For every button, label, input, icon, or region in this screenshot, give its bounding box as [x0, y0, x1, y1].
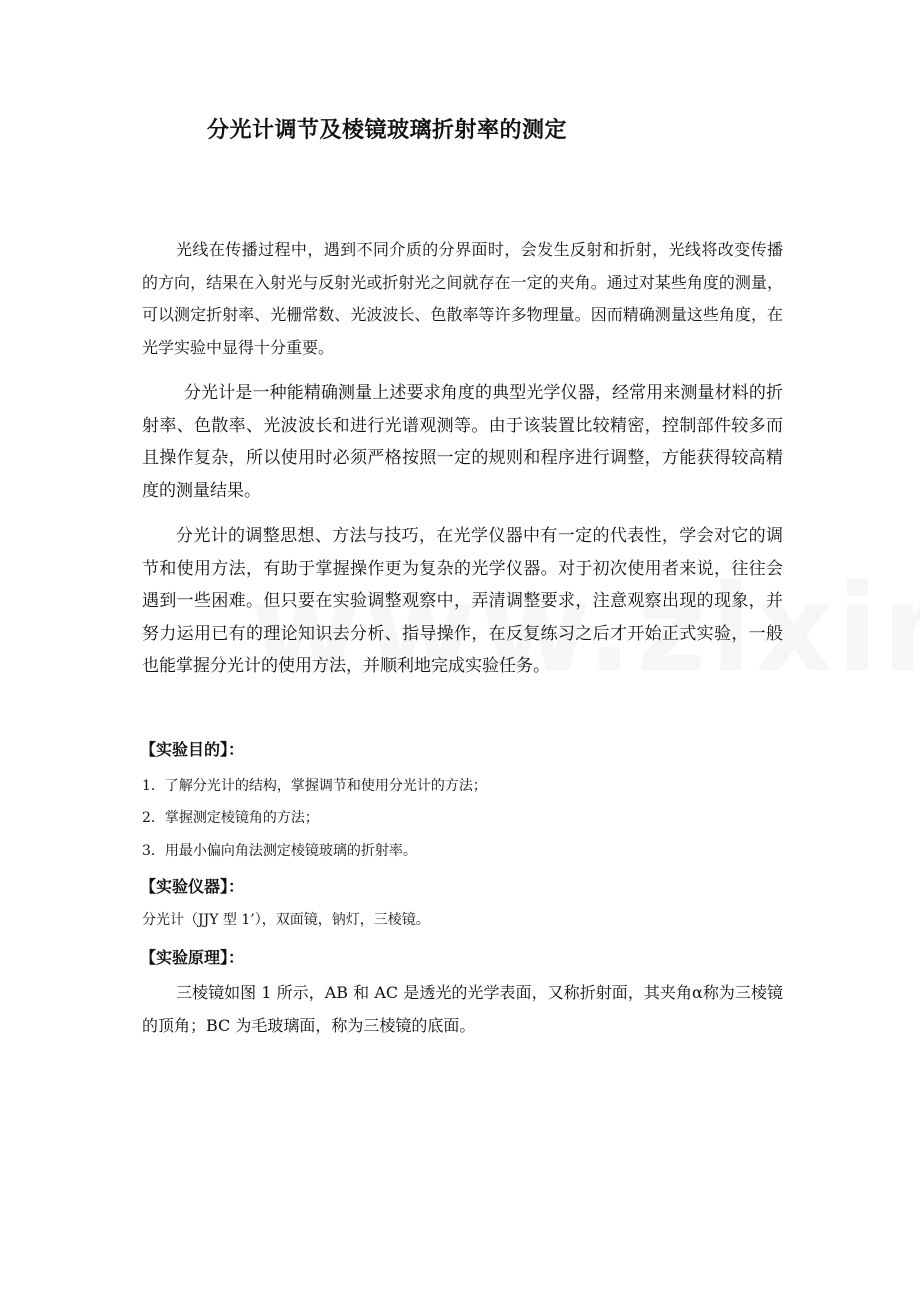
paragraph-text: 三棱镜如图 1 所示，AB 和 AC 是透光的光学表面，又称折射面，其夹角α称为三棱镜的顶角；BC 为毛玻璃面，称为三棱镜的底面。 [142, 983, 783, 1035]
section-heading-instruments: 【实验仪器】： [140, 877, 245, 896]
intro-paragraph-3 [142, 520, 783, 683]
instruments-text: 分光计（JJY 型 1’），双面镜，钠灯，三棱镜。 [142, 912, 430, 928]
purpose-item-3: 3．用最小偏向角法测定棱镜玻璃的折射率。 [142, 843, 417, 859]
section-heading-purpose: 【实验目的】： [140, 740, 245, 759]
paragraph-text: 分光计的调整思想、方法与技巧，在光学仪器中有一定的代表性，学会对它的调节和使用方法，有助于掌握操作更为复杂的光学仪器。对于初次使用者来说，往往会遇到一些困难。但只要在实验调整观察中，弄清调整要求，注意观察出现的现象，并努力运用已有的理论知识去分析、指导操作，在反复练习之后才开始正式实验，一般也能掌握分光计的使用方法，并顺利地完成实验任务。 [142, 526, 783, 676]
purpose-item-1: 1．了解分光计的结构，掌握调节和使用分光计的方法； [142, 778, 487, 794]
purpose-item-2: 2．掌握测定棱镜角的方法； [142, 810, 319, 826]
section-heading-principle: 【实验原理】： [140, 948, 245, 967]
paragraph-text: 分光计是一种能精确测量上述要求角度的典型光学仪器，经常用来测量材料的折射率、色散率、光波波长和进行光谱观测等。由于该装置比较精密，控制部件较多而且操作复杂，所以使用时必须严格按照一定的规则和程序进行调整，方能获得较高精度的测量结果。 [142, 383, 783, 501]
intro-paragraph-1 [142, 234, 783, 364]
document-title: 分光计调节及棱镜玻璃折射率的测定 [207, 118, 568, 143]
intro-paragraph-2 [142, 377, 783, 507]
paragraph-text: 光线在传播过程中，遇到不同介质的分界面时，会发生反射和折射，光线将改变传播的方向，结果在入射光与反射光或折射光之间就存在一定的夹角。通过对某些角度的测量，可以测定折射率、光栅常数、光波波长、色散率等许多物理量。因而精确测量这些角度，在光学实验中显得十分重要。 [142, 240, 783, 357]
principle-paragraph [142, 977, 783, 1042]
